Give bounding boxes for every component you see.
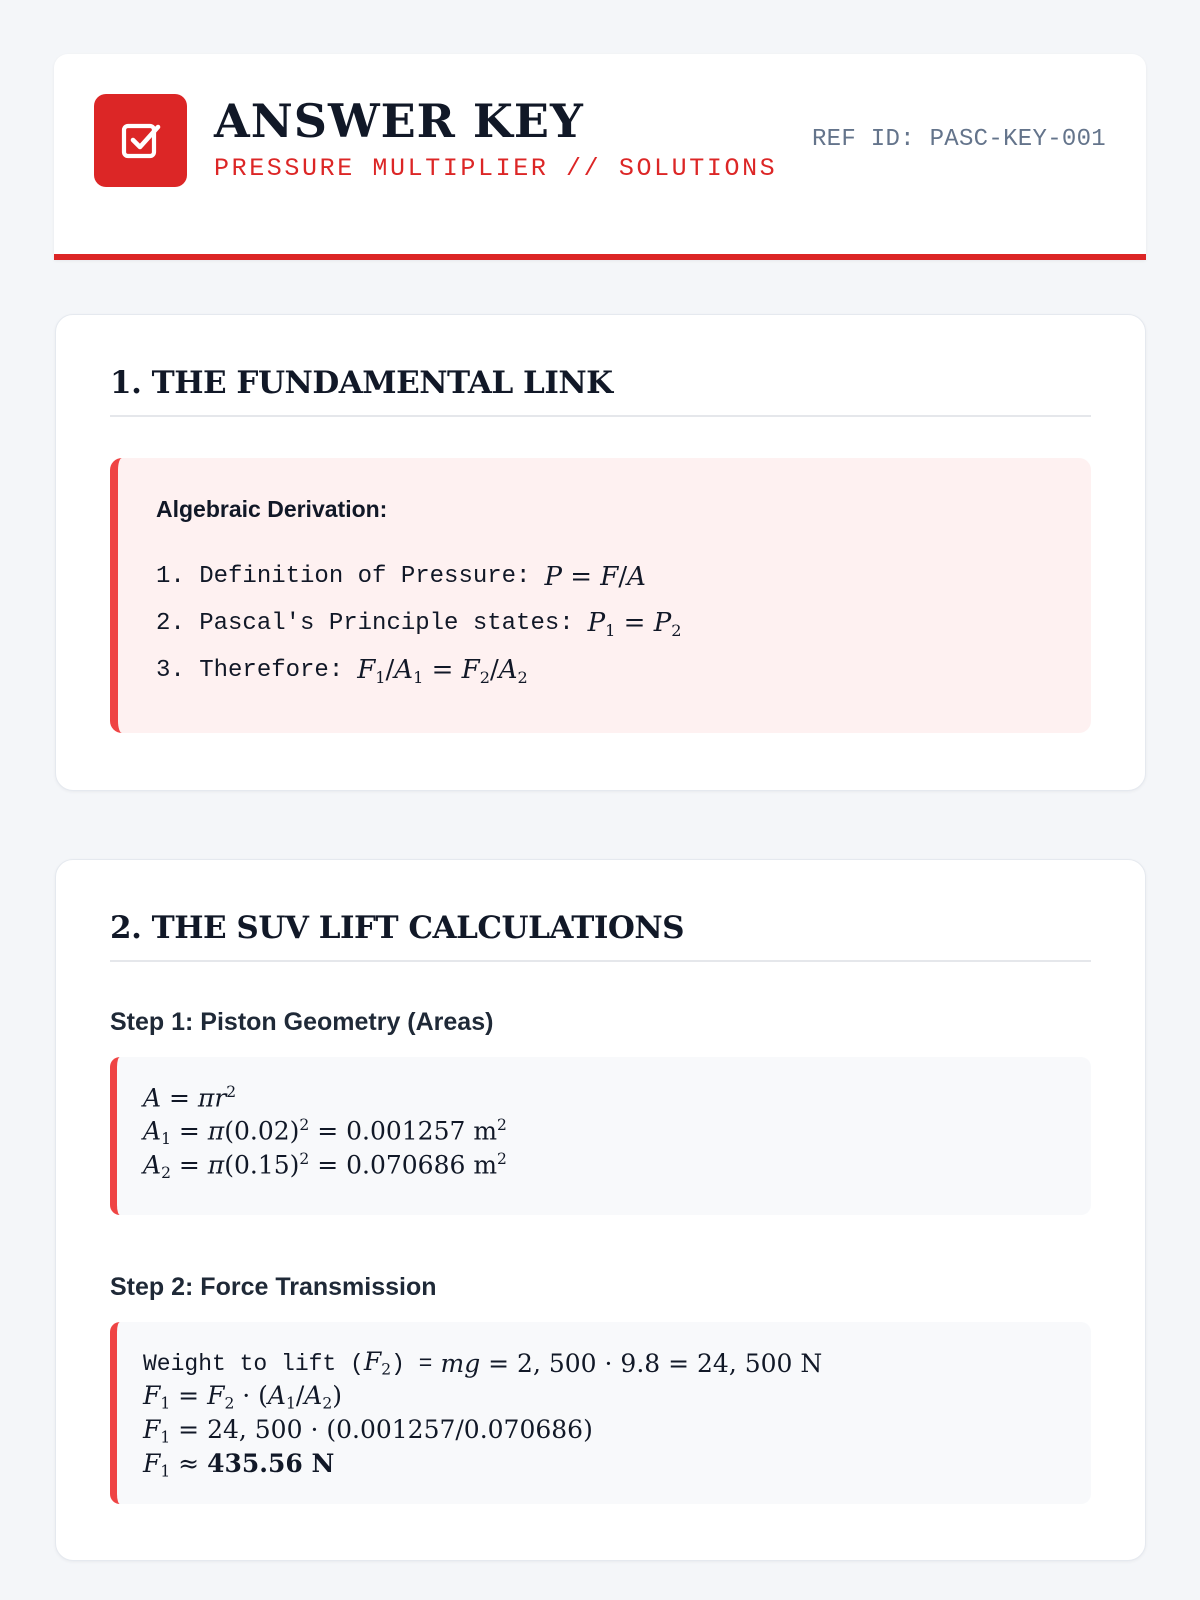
formula: $A_2 = \pi(0.15)^2 = 0.070686$ $m^2$ <box>143 1150 507 1182</box>
calculation-line <box>143 1081 1091 1115</box>
calculation-box <box>110 1057 1091 1215</box>
result-formula: $F_1 \approx 435.56$ N <box>143 1449 335 1481</box>
formula: $A = \pi r^2$ <box>143 1083 237 1113</box>
derivation-step-label: 3. Therefore: <box>156 657 344 684</box>
section-title: 1. THE FUNDAMENTAL LINK <box>110 365 1091 417</box>
derivation-step <box>156 553 1091 600</box>
derivation-box <box>110 458 1091 733</box>
result-value: 435.56 N <box>207 1449 335 1479</box>
section-title: 2. THE SUV LIFT CALCULATIONS <box>110 910 1091 962</box>
derivation-step <box>156 647 1091 694</box>
derivation-step-formula: P = F/A <box>544 561 646 592</box>
checkbox-icon <box>115 115 167 167</box>
calculation-line <box>143 1414 1091 1448</box>
derivation-step-label: 2. Pascal's Principle states: <box>156 610 574 637</box>
calculation-line <box>143 1346 1091 1380</box>
formula: $F_1 = F_2 \cdot (A_1/A_2)$ <box>143 1381 342 1413</box>
answer-key-header <box>54 54 1146 260</box>
step-title: Step 2: Force Transmission <box>110 1273 437 1301</box>
calculation-line <box>143 1380 1091 1414</box>
derivation-step-formula: $P_1 = P_2$ <box>587 607 682 640</box>
step-title: Step 1: Piston Geometry (Areas) <box>110 1008 494 1036</box>
weight-label: Weight to lift $(F_2)$ = <box>143 1347 433 1379</box>
calculation-line <box>143 1115 1091 1149</box>
page-subtitle: PRESSURE MULTIPLIER // SOLUTIONS <box>214 154 778 183</box>
logo-badge <box>94 94 187 187</box>
formula: $A_1 = \pi(0.02)^2 = 0.001257$ $m^2$ <box>143 1116 507 1148</box>
derivation-step-label: 1. Definition of Pressure: <box>156 563 531 590</box>
formula: $F_1 = 24$, 500 · (0.001257/0.070686) <box>143 1415 593 1447</box>
calculation-box <box>110 1322 1091 1504</box>
section-fundamental-link <box>55 314 1146 791</box>
formula: mg = 2, 500 · 9.8 = 24, 500 N <box>440 1348 823 1378</box>
derivation-heading: Algebraic Derivation: <box>156 496 388 522</box>
derivation-step <box>156 600 1091 647</box>
page-title: ANSWER KEY <box>214 94 584 148</box>
calculation-line <box>143 1149 1091 1183</box>
section-suv-lift <box>55 859 1146 1561</box>
reference-id: REF ID: PASC-KEY-001 <box>811 126 1106 153</box>
derivation-step-formula: $F_1/A_1 = F_2/A_2$ <box>357 654 528 687</box>
calculation-line <box>143 1448 1091 1482</box>
